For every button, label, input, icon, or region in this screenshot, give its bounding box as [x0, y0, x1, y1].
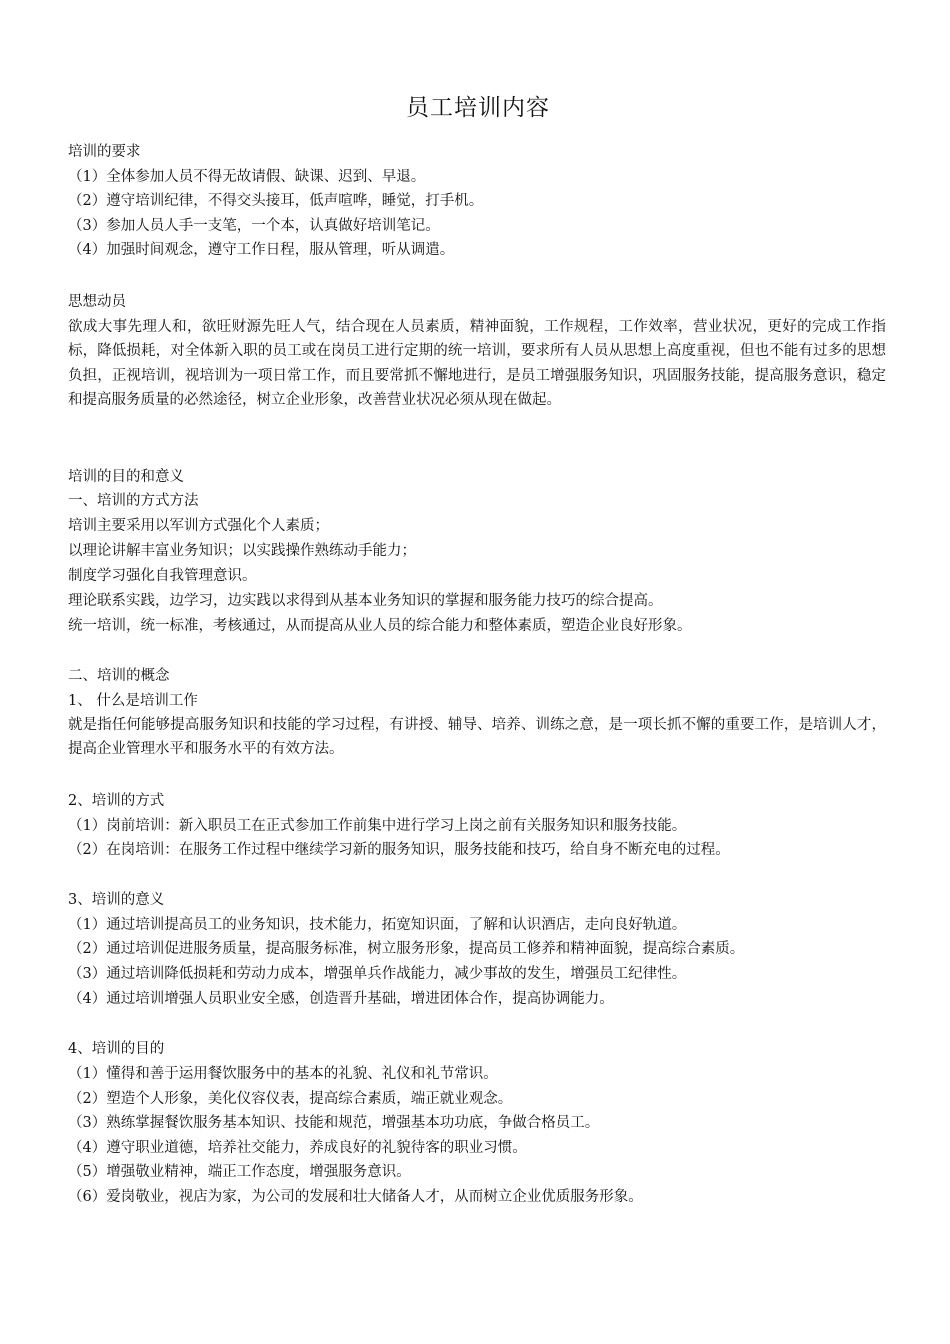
- method-item: 培训主要采用以军训方式强化个人素质；: [68, 518, 329, 534]
- requirement-item: （4）加强时间观念，遵守工作日程，服从管理，听从调遣。: [68, 242, 455, 258]
- training-goal-item: （4）遵守职业道德，培养社交能力，养成良好的礼貌待客的职业习惯。: [68, 1140, 527, 1156]
- training-meaning-heading: 3、培训的意义: [68, 892, 165, 908]
- what-is-training-paragraph: 就是指任何能够提高服务知识和技能的学习过程，有讲授、辅导、培养、训练之意，是一项长抓不懈的重要工作，是培训人才，提高企业管理水平和服务水平的有效方法。: [68, 717, 886, 758]
- training-goal-item: （2）塑造个人形象，美化仪容仪表，提高综合素质，端正就业观念。: [68, 1091, 513, 1107]
- training-goal-item: （3）熟练掌握餐饮服务基本知识、技能和规范，增强基本功功底，争做合格员工。: [68, 1115, 600, 1131]
- what-is-training-heading: 1、 什么是培训工作: [68, 693, 198, 709]
- training-meaning-item: （3）通过培训降低损耗和劳动力成本，增强单兵作战能力，减少事故的发生，增强员工纪律性。: [68, 966, 687, 982]
- page-title: 员工培训内容: [406, 95, 550, 121]
- methods-heading: 一、培训的方式方法: [68, 493, 199, 509]
- training-goal-item: （5）增强敬业精神，端正工作态度，增强服务意识。: [68, 1164, 411, 1180]
- requirement-item: （1）全体参加人员不得无故请假、缺课、迟到、早退。: [68, 169, 426, 185]
- mobilization-heading: 思想动员: [68, 294, 126, 310]
- method-item: 理论联系实践，边学习，边实践以求得到从基本业务知识的掌握和服务能力技巧的综合提高。: [68, 593, 663, 609]
- training-way-item: （1）岗前培训：新入职员工在正式参加工作前集中进行学习上岗之前有关服务知识和服务技能。: [68, 818, 687, 834]
- method-item: 制度学习强化自我管理意识。: [68, 568, 257, 584]
- training-ways-heading: 2、培训的方式: [68, 793, 165, 809]
- purpose-heading: 培训的目的和意义: [68, 469, 184, 485]
- requirement-item: （3）参加人员人手一支笔，一个本，认真做好培训笔记。: [68, 218, 440, 234]
- mobilization-paragraph: 欲成大事先理人和，欲旺财源先旺人气，结合现在人员素质，精神面貌，工作规程，工作效率，营业状况，更好的完成工作指标，降低损耗，对全体新入职的员工或在岗员工进行定期的统一培训，要求所有人员从思想上高度重视，但也不能有过多的思想负担，正视培训，视培训为一项日常工作，而且要常抓不懈地进行，是员工增强服务知识，巩固服务技能，提高服务意识，稳定和提高服务质量的必然途径，树立企业形象，改善营业状况必须从现在做起。: [68, 319, 886, 409]
- training-way-item: （2）在岗培训：在服务工作过程中继续学习新的服务知识，服务技能和技巧，给自身不断充电的过程。: [68, 842, 730, 858]
- requirements-heading: 培训的要求: [68, 144, 141, 160]
- training-goal-item: （1）懂得和善于运用餐饮服务中的基本的礼貌、礼仪和礼节常识。: [68, 1066, 498, 1082]
- training-meaning-item: （1）通过培训提高员工的业务知识，技术能力，拓宽知识面，了解和认识酒店，走向良好轨道。: [68, 917, 687, 933]
- requirement-item: （2）遵守培训纪律，不得交头接耳，低声喧哗，睡觉，打手机。: [68, 193, 484, 209]
- training-goal-heading: 4、培训的目的: [68, 1041, 165, 1057]
- method-item: 以理论讲解丰富业务知识；以实践操作熟练动手能力；: [68, 543, 416, 559]
- training-meaning-item: （4）通过培训增强人员职业安全感，创造晋升基础，增进团体合作，提高协调能力。: [68, 991, 614, 1007]
- training-meaning-item: （2）通过培训促进服务质量，提高服务标准，树立服务形象，提高员工修养和精神面貌，提高综合素质。: [68, 941, 745, 957]
- concept-heading: 二、培训的概念: [68, 668, 170, 684]
- method-item: 统一培训，统一标准，考核通过，从而提高从业人员的综合能力和整体素质，塑造企业良好形象。: [68, 618, 692, 634]
- training-goal-item: （6）爱岗敬业，视店为家，为公司的发展和壮大储备人才，从而树立企业优质服务形象。: [68, 1189, 643, 1205]
